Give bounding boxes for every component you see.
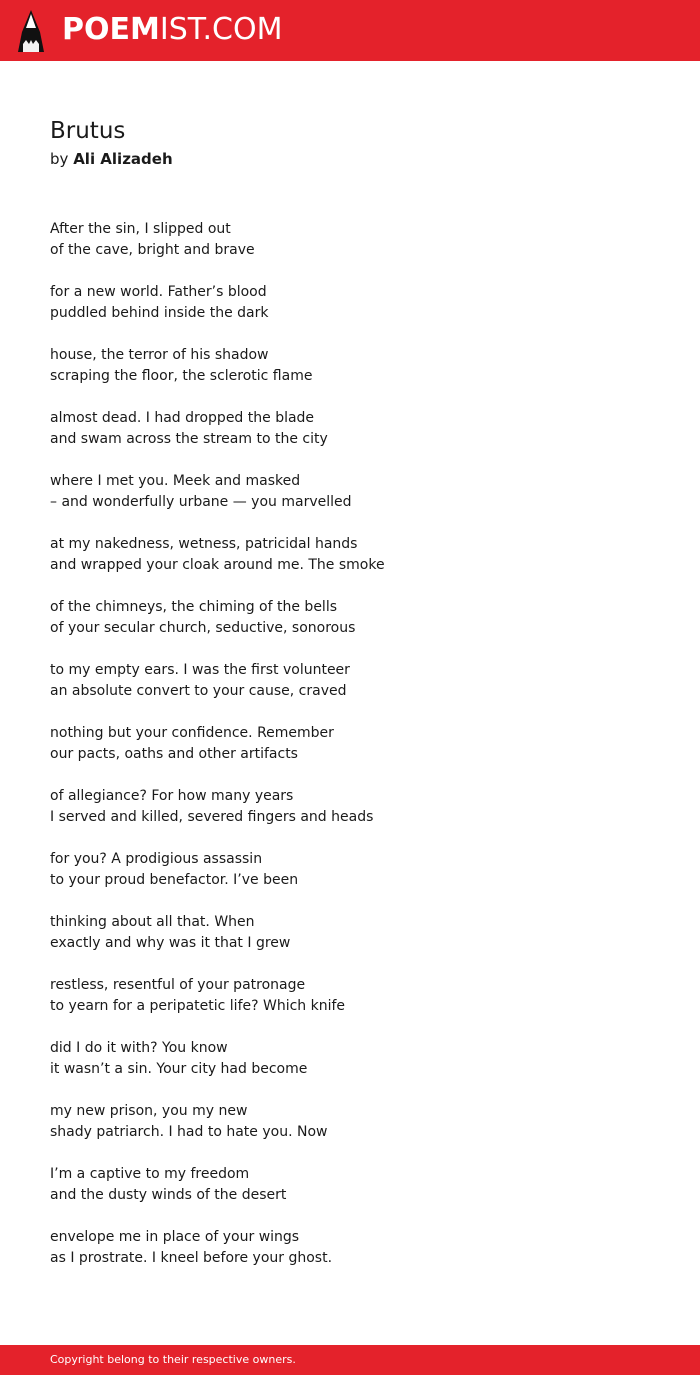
poem-line: and the dusty winds of the desert xyxy=(50,1187,287,1203)
stanza xyxy=(50,219,670,261)
site-header xyxy=(0,0,700,61)
stanza xyxy=(50,1164,670,1206)
stanza xyxy=(50,975,670,1017)
poem-line: where I met you. Meek and masked xyxy=(50,473,301,489)
poem-line: did I do it with? You know xyxy=(50,1040,228,1056)
poem-line: nothing but your confidence. Remember xyxy=(50,725,334,741)
poem-line: shady patriarch. I had to hate you. Now xyxy=(50,1124,328,1140)
poem-line: puddled behind inside the dark xyxy=(50,305,269,321)
poem-line: of your secular church, seductive, sonorous xyxy=(50,620,356,636)
stanza xyxy=(50,1101,670,1143)
poem-line: envelope me in place of your wings xyxy=(50,1229,300,1245)
poem-line: of the chimneys, the chiming of the bells xyxy=(50,599,337,615)
stanza xyxy=(50,408,670,450)
pencil-icon[interactable] xyxy=(18,10,44,52)
poem-line: exactly and why was it that I grew xyxy=(50,935,291,951)
poem-line: – and wonderfully urbane — you marvelled xyxy=(50,494,352,510)
poem-line: to your proud benefactor. I’ve been xyxy=(50,872,299,888)
poem-title: Brutus xyxy=(50,118,126,144)
poem-line: thinking about all that. When xyxy=(50,914,255,930)
poem-line: to my empty ears. I was the first volunteer xyxy=(50,662,350,678)
poem-line: almost dead. I had dropped the blade xyxy=(50,410,315,426)
poem-line: restless, resentful of your patronage xyxy=(50,977,306,993)
stanza xyxy=(50,1227,670,1269)
stanza xyxy=(50,1038,670,1080)
poem-line: house, the terror of his shadow xyxy=(50,347,269,363)
stanza xyxy=(50,597,670,639)
stanza xyxy=(50,912,670,954)
poem-line: for you? A prodigious assassin xyxy=(50,851,263,867)
stanza xyxy=(50,660,670,702)
poem-line: at my nakedness, wetness, patricidal hands xyxy=(50,536,358,552)
poem-line: After the sin, I slipped out xyxy=(50,221,231,237)
poem-line: our pacts, oaths and other artifacts xyxy=(50,746,298,762)
stanza xyxy=(50,534,670,576)
poem-line: I served and killed, severed fingers and heads xyxy=(50,809,374,825)
copyright-text: Copyright belong to their respective owners. xyxy=(50,1353,296,1366)
poem-line: scraping the floor, the sclerotic flame xyxy=(50,368,313,384)
poem-line: of allegiance? For how many years xyxy=(50,788,294,804)
byline xyxy=(50,148,173,170)
logo-text-bold: POEM xyxy=(62,12,160,47)
poem-line: I’m a captive to my freedom xyxy=(50,1166,250,1182)
poem-line: and wrapped your cloak around me. The smoke xyxy=(50,557,385,573)
poem-line: to yearn for a peripatetic life? Which knife xyxy=(50,998,346,1014)
poem-line: my new prison, you my new xyxy=(50,1103,248,1119)
poem-line: of the cave, bright and brave xyxy=(50,242,255,258)
poem-body xyxy=(50,219,670,1290)
by-label: by xyxy=(50,150,69,168)
site-footer xyxy=(0,1345,700,1375)
stanza xyxy=(50,345,670,387)
site-logo[interactable] xyxy=(62,13,282,47)
poem-line: for a new world. Father’s blood xyxy=(50,284,267,300)
stanza xyxy=(50,282,670,324)
author-name: Ali Alizadeh xyxy=(73,150,173,168)
poem-line: an absolute convert to your cause, craved xyxy=(50,683,347,699)
stanza xyxy=(50,849,670,891)
stanza xyxy=(50,723,670,765)
logo-text-light: IST.COM xyxy=(159,12,283,47)
poem-line: as I prostrate. I kneel before your ghost. xyxy=(50,1250,333,1266)
poem-line: it wasn’t a sin. Your city had become xyxy=(50,1061,308,1077)
poem-line: and swam across the stream to the city xyxy=(50,431,328,447)
stanza xyxy=(50,786,670,828)
stanza xyxy=(50,471,670,513)
